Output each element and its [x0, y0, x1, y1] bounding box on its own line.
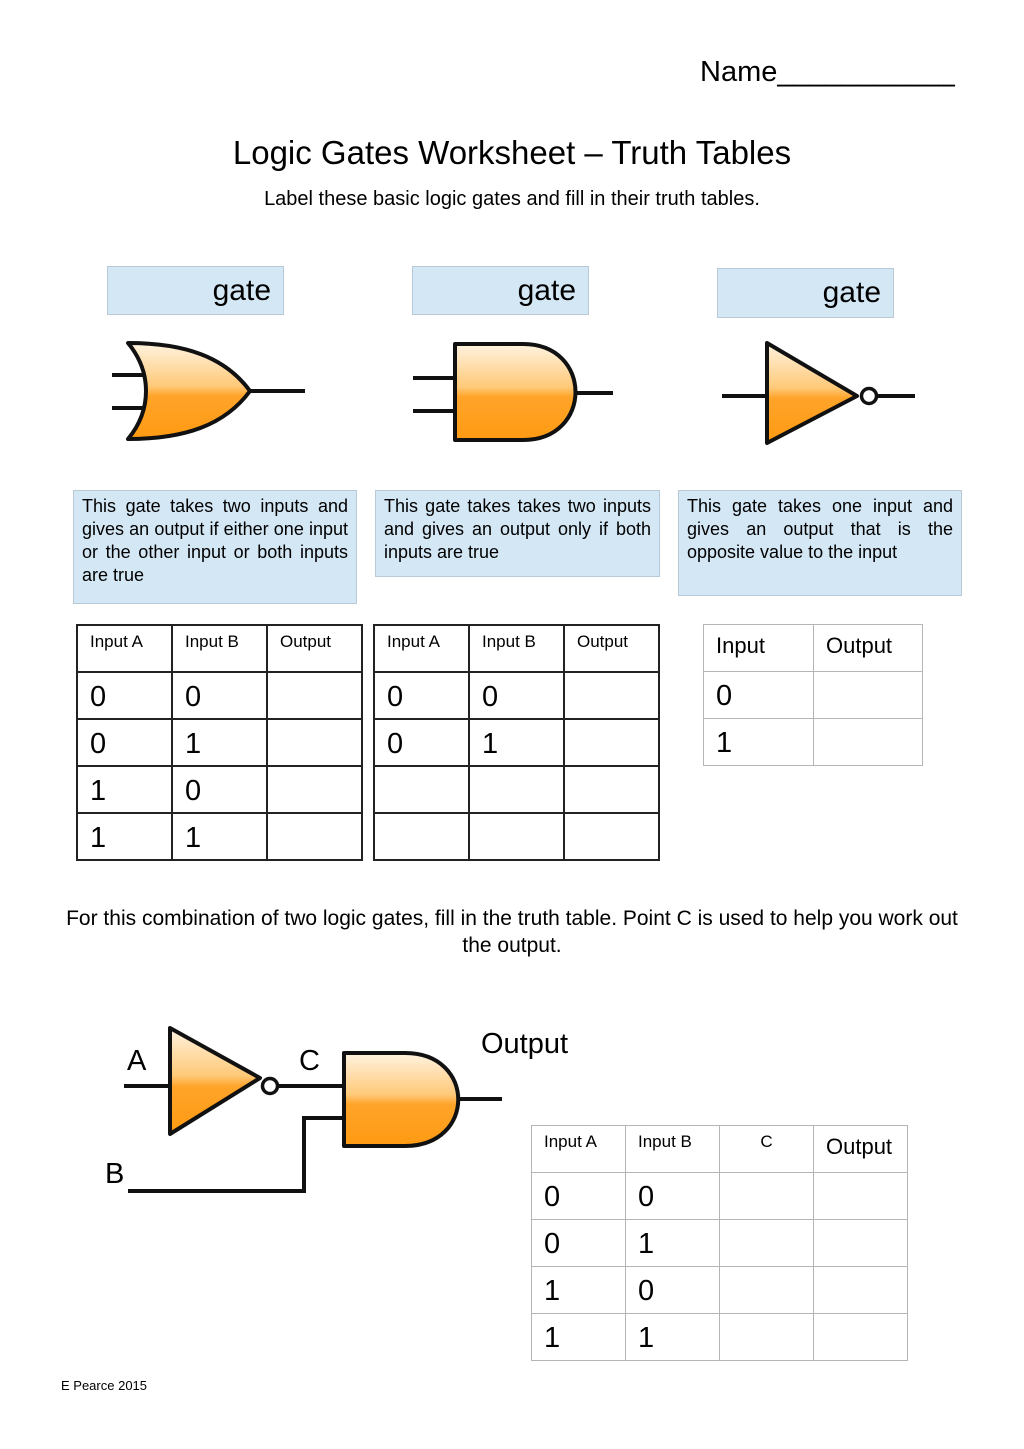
table-header: C [720, 1126, 814, 1173]
gate-label-box-2[interactable] [412, 266, 589, 315]
page-title: Logic Gates Worksheet – Truth Tables [232, 134, 792, 171]
table-cell[interactable] [374, 813, 469, 860]
table-header: Input A [532, 1126, 626, 1173]
table-cell: 0 [374, 672, 469, 719]
gate-label-text: gate [517, 273, 576, 307]
label-c: C [299, 1045, 320, 1077]
page-subtitle: Label these basic logic gates and fill in their truth tables. [264, 188, 760, 210]
c-cell[interactable] [720, 1173, 814, 1220]
output-cell[interactable] [814, 719, 923, 766]
table-header: Input B [172, 625, 267, 672]
output-cell[interactable] [814, 1314, 908, 1361]
table-cell: 0 [704, 672, 814, 719]
or-gate-icon [100, 335, 310, 450]
output-cell[interactable] [814, 1220, 908, 1267]
table-cell[interactable] [469, 813, 564, 860]
output-cell[interactable] [564, 766, 659, 813]
output-cell[interactable] [814, 672, 923, 719]
not-gate-icon [715, 335, 920, 450]
table-cell: 1 [626, 1314, 720, 1361]
table-cell: 1 [77, 813, 172, 860]
combination-instruction: For this combination of two logic gates, fill in the truth table. Point C is used to help you work out the output. [66, 907, 958, 957]
table-cell: 1 [469, 719, 564, 766]
output-cell[interactable] [267, 813, 362, 860]
output-cell[interactable] [267, 719, 362, 766]
table-cell: 0 [532, 1220, 626, 1267]
c-cell[interactable] [720, 1220, 814, 1267]
table-cell: 1 [77, 766, 172, 813]
table-cell: 1 [626, 1220, 720, 1267]
label-output: Output [481, 1028, 569, 1060]
table-cell: 0 [532, 1173, 626, 1220]
table-cell: 0 [172, 766, 267, 813]
output-cell[interactable] [814, 1267, 908, 1314]
output-cell[interactable] [267, 766, 362, 813]
table-header: Input A [374, 625, 469, 672]
table-cell[interactable] [469, 766, 564, 813]
and-gate-icon [405, 335, 620, 450]
table-cell: 0 [172, 672, 267, 719]
table-header: Input B [469, 625, 564, 672]
truth-table-3 [703, 624, 923, 766]
table-cell: 1 [172, 813, 267, 860]
output-cell[interactable] [564, 719, 659, 766]
table-cell: 1 [532, 1314, 626, 1361]
table-cell: 1 [532, 1267, 626, 1314]
combination-truth-table [531, 1125, 908, 1361]
table-cell: 1 [172, 719, 267, 766]
table-header: Output [814, 625, 923, 672]
table-cell[interactable] [374, 766, 469, 813]
gate-label-box-1[interactable] [107, 266, 284, 315]
gate-description-3: This gate takes one input and gives an output that is the opposite value to the input [678, 490, 962, 596]
gate-label-text: gate [822, 276, 881, 309]
table-header: Output [267, 625, 362, 672]
output-cell[interactable] [267, 672, 362, 719]
gate-label-box-3[interactable] [717, 268, 894, 318]
table-cell: 0 [626, 1173, 720, 1220]
table-header: Input A [77, 625, 172, 672]
table-cell: 0 [469, 672, 564, 719]
table-header: Output [564, 625, 659, 672]
output-cell[interactable] [564, 813, 659, 860]
output-cell[interactable] [814, 1173, 908, 1220]
truth-table-1 [76, 624, 363, 861]
output-cell[interactable] [564, 672, 659, 719]
label-a: A [127, 1045, 147, 1077]
name-field-label: Name___________ [700, 56, 955, 88]
c-cell[interactable] [720, 1267, 814, 1314]
c-cell[interactable] [720, 1314, 814, 1361]
gate-description-2: This gate takes takes two inputs and gives an output only if both inputs are true [375, 490, 660, 577]
gate-label-text: gate [212, 273, 271, 307]
table-header: Input B [626, 1126, 720, 1173]
footer-credit: E Pearce 2015 [61, 1378, 148, 1393]
table-cell: 0 [77, 672, 172, 719]
table-cell: 0 [374, 719, 469, 766]
table-header: Output [814, 1126, 908, 1173]
gate-description-1: This gate takes two inputs and gives an output if either one input or the other input or both inputs are true [73, 490, 357, 604]
table-cell: 0 [626, 1267, 720, 1314]
table-header: Input [704, 625, 814, 672]
table-cell: 1 [704, 719, 814, 766]
table-cell: 0 [77, 719, 172, 766]
label-b: B [105, 1158, 125, 1190]
truth-table-2 [373, 624, 660, 861]
